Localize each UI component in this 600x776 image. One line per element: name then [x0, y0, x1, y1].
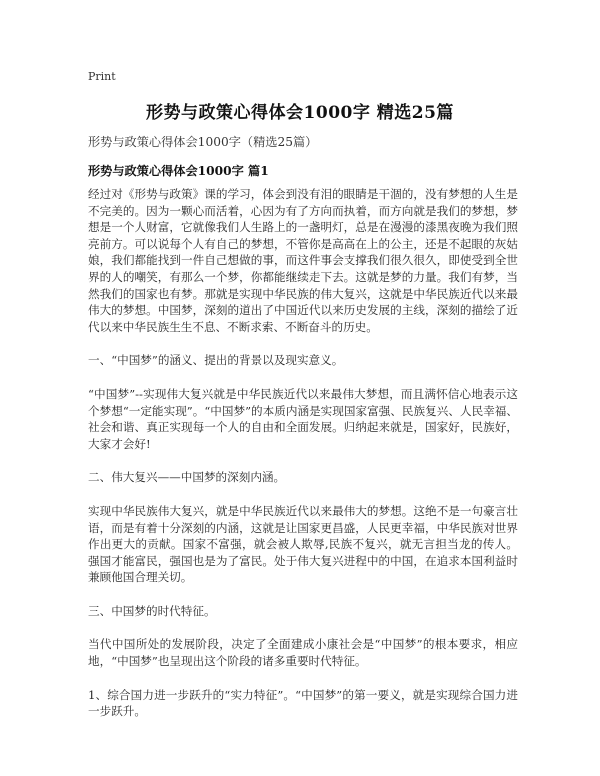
document-body [88, 186, 518, 737]
paragraph-intro: 经过对《形势与政策》课的学习，体会到没有泪的眼睛是干涸的，没有梦想的人生是不完美的。因为一颗心而活着，心因为有了方向而执着，而方向就是我们的梦想，梦想是一个人财富，它就像我们人生路上的一盏明灯，总是在漫漫的漆黑夜晚为我们照亮前方。可以说每个人有自己的梦想，不管你是高高在上的公主，还是不起眼的灰姑娘，我们都能找到一件自己想做的事，而这件事会支撑我们很久很久，即使受到全世界的人的嘲笑，有那么一个梦，你都能继续走下去。这就是梦的力量。我们有梦，当然我们的国家也有梦。那就是实现中华民族的伟大复兴，这就是中华民族近代以来最伟大的梦想。中国梦，深刻的道出了中国近代以来历史发展的主线，深刻的描绘了近代以来中华民族生生不息、不断求索、不断奋斗的历史。 [88, 187, 518, 334]
subheading-3: 三、中国梦的时代特征。 [88, 603, 216, 618]
document-subtitle: 形势与政策心得体会1000字（精选25篇） [88, 135, 318, 149]
subheading-2: 二、伟大复兴——中国梦的深刻内涵。 [88, 470, 286, 485]
document-title: 形势与政策心得体会1000字 精选25篇 [146, 103, 454, 123]
paragraph-point-1: 1、综合国力进一步跃升的“实力特征”。“中国梦”的第一要义，就是实现综合国力进一步跃升。 [88, 687, 518, 719]
paragraph-era: 当代中国所处的发展阶段，决定了全面建成小康社会是“中国梦”的根本要求，相应地，“中国梦”也呈现出这个阶段的诸多重要时代特征。 [88, 637, 518, 669]
print-label: Print [88, 70, 116, 83]
paragraph-china-dream: “中国梦”--实现伟大复兴就是中华民族近代以来最伟大梦想，而且满怀信心地表示这个梦想“一定能实现”。“中国梦”的本质内涵是实现国家富强、民族复兴、人民幸福、社会和谐、真正实现每一个人的自由和全面发展。归纳起来就是，国家好，民族好，大家才会好! [88, 386, 518, 451]
section-heading: 形势与政策心得体会1000字 篇1 [88, 164, 269, 178]
subheading-1: 一、“中国梦”的涵义、提出的背景以及现实意义。 [88, 353, 344, 368]
paragraph-rejuvenation: 实现中华民族伟大复兴，就是中华民族近代以来最伟大的梦想。这绝不是一句豪言壮语，而是有着十分深刻的内涵，这就是让国家更昌盛，人民更幸福，中华民族对世界作出更大的贡献。国家不富强，就会被人欺辱,民族不复兴，就无言担当龙的传人。强国才能富民，强国也是为了富民。处于伟大复兴进程中的中国，在追求本国利益时兼顾他国合理关切。 [88, 503, 518, 585]
